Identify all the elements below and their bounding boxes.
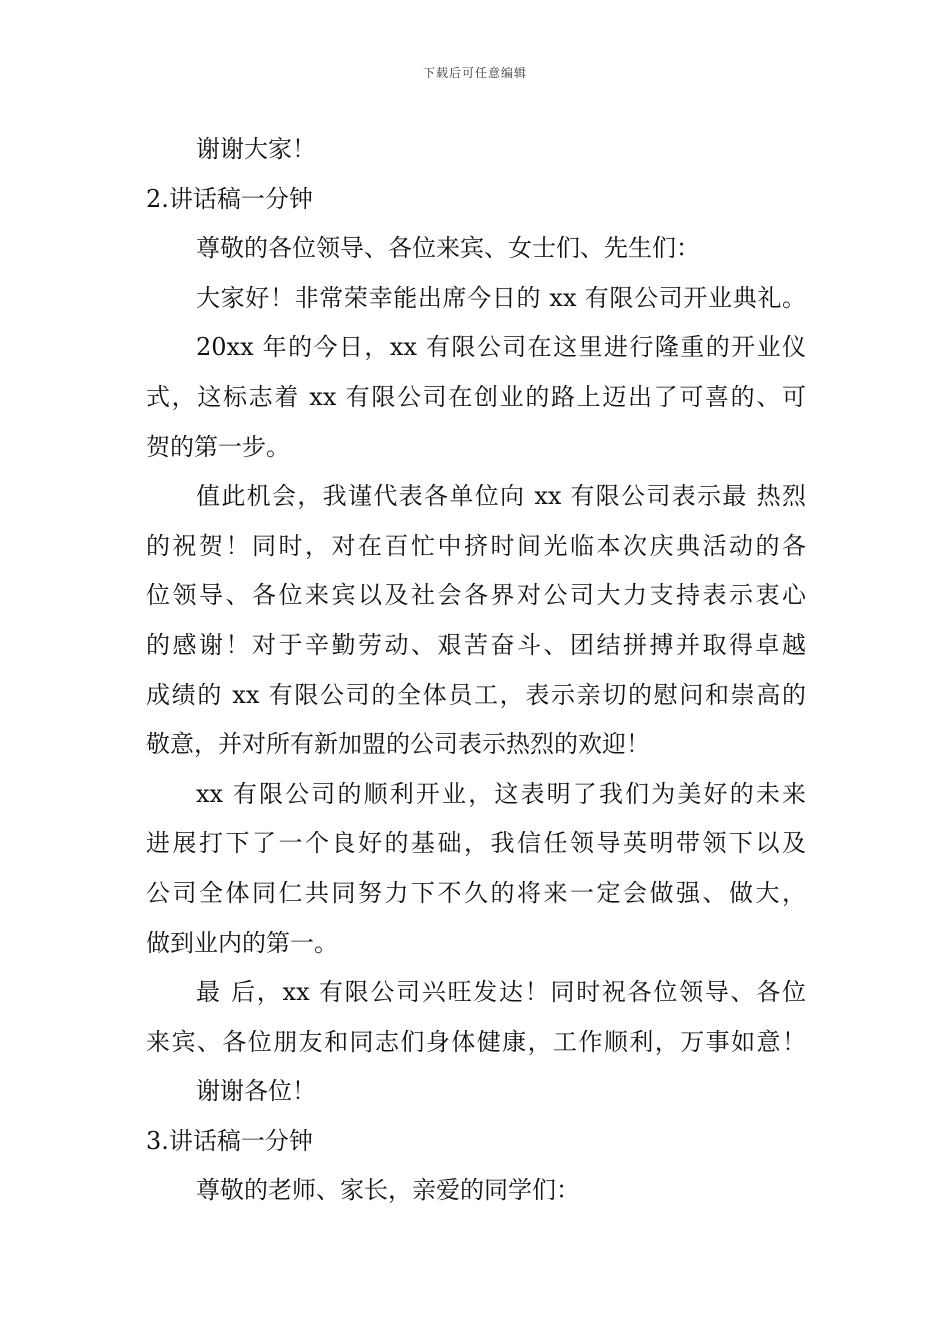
text-line: 来宾、各位朋友和同志们身体健康，工作顺利，万事如意！: [146, 1027, 806, 1056]
text-line: 2.讲话稿一分钟: [146, 184, 313, 213]
text-line: xx 有限公司的顺利开业，这表明了我们为美好的未来: [196, 779, 806, 808]
page-header-note: 下载后可任意编辑: [422, 66, 527, 80]
text-line: 贺的第一步。: [146, 432, 290, 461]
text-line: 谢谢各位！: [196, 1077, 316, 1106]
text-line: 谢谢大家！: [196, 135, 316, 163]
text-line: 位领导、各位来宾以及社会各界对公司大力支持表示衷心: [146, 581, 806, 610]
text-line: 最 后，xx 有限公司兴旺发达！同时祝各位领导、各位: [196, 978, 806, 1007]
text-line: 式，这标志着 xx 有限公司在创业的路上迈出了可喜的、可: [146, 382, 806, 411]
text-line: 大家好！非常荣幸能出席今日的 xx 有限公司开业典礼。: [196, 283, 806, 312]
text-line: 3.讲话稿一分钟: [146, 1126, 313, 1155]
text-line: 尊敬的各位领导、各位来宾、女士们、先生们：: [196, 234, 700, 263]
text-line: 的祝贺！同时，对在百忙中挤时间光临本次庆典活动的各: [146, 531, 806, 560]
text-line: 敬意，并对所有新加盟的公司表示热烈的欢迎！: [146, 730, 650, 759]
text-line: 尊敬的老师、家长，亲爱的同学们：: [196, 1176, 580, 1205]
document-body: [146, 125, 806, 1216]
text-line: 值此机会，我谨代表各单位向 xx 有限公司表示最 热烈: [196, 482, 806, 511]
text-line: 进展打下了一个良好的基础，我信任领导英明带领下以及: [146, 829, 806, 858]
text-line: 20xx 年的今日，xx 有限公司在这里进行隆重的开业仪: [196, 333, 806, 362]
text-line: 成绩的 xx 有限公司的全体员工，表示亲切的慰问和崇高的: [146, 680, 806, 709]
text-line: 做到业内的第一。: [146, 928, 338, 957]
text-line: 的感谢！对于辛勤劳动、艰苦奋斗、团结拼搏并取得卓越: [146, 630, 806, 659]
text-line: 公司全体同仁共同努力下不久的将来一定会做强、做大，: [146, 878, 806, 907]
